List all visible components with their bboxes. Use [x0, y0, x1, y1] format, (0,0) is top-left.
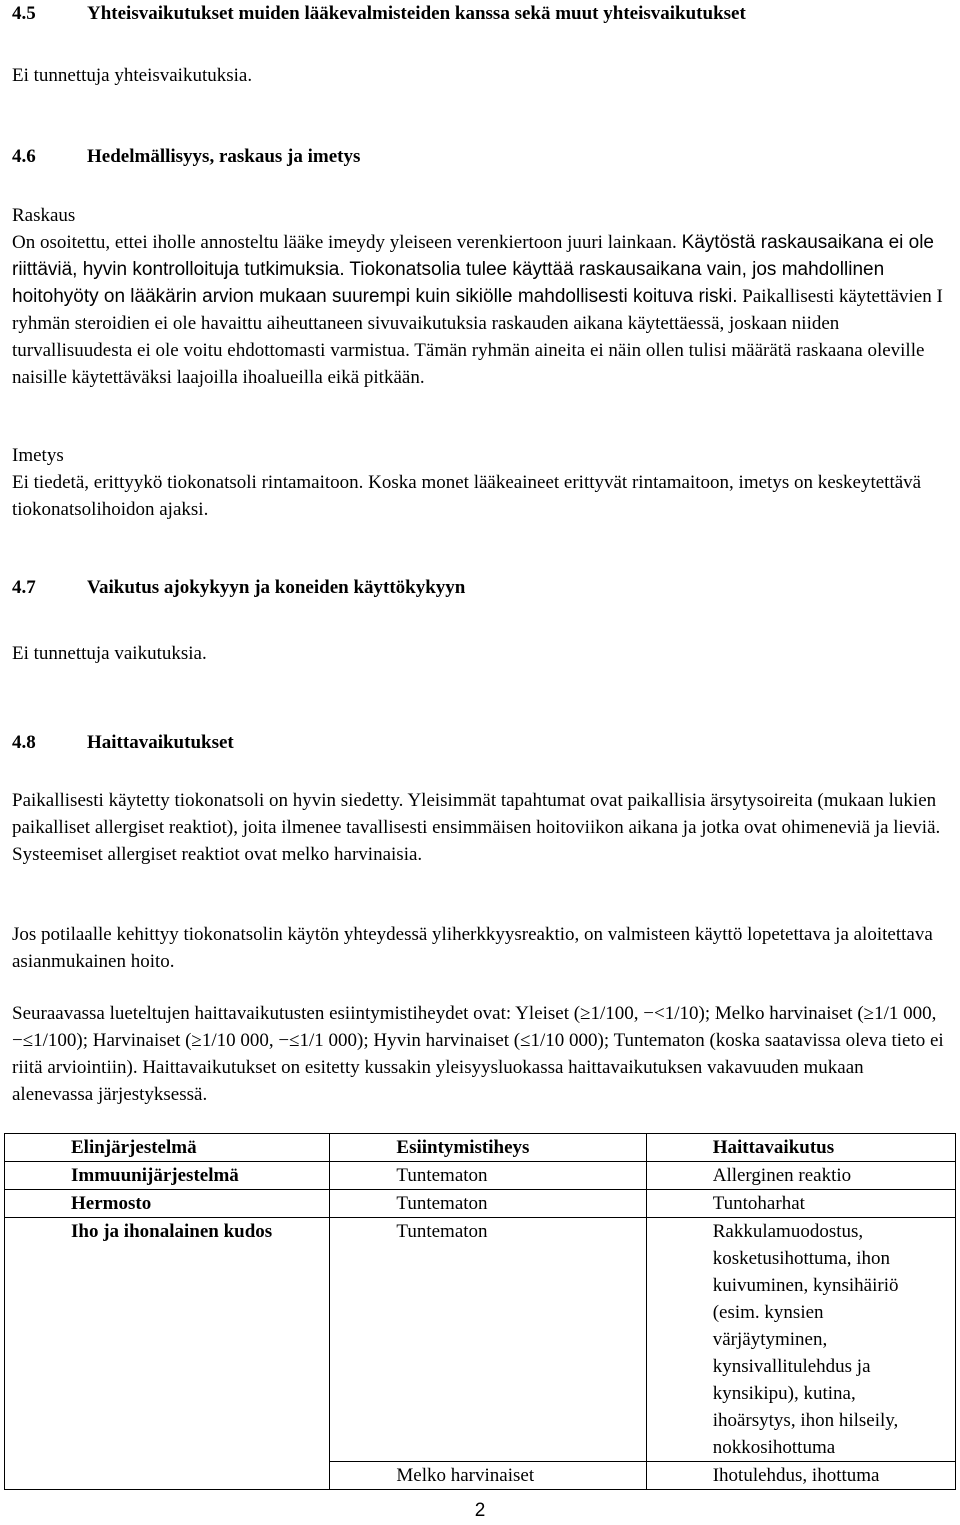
section-number: 4.5: [12, 3, 36, 24]
paragraph-haittavaikutukset-3: Seuraavassa lueteltujen haittavaikutusten esiintymistiheydet ovat: Yleiset (≥1/100, −<1/10); Melko harvinaiset (≥1/1 000, −≤1/100); Harvinaiset (≥1/10 000, −≤1/1 000); Hyvin harvinaiset (≤1/10 000); Tuntematon (koska saatavissa oleva tieto ei riitä arviointiin). Haittavaikutukset on esitetty kussakin yleisyysluokassa haittavaikutuksen vakavuuden mukaan alenevassa järjestyksessä.: [12, 1003, 944, 1105]
table-row: [5, 1162, 956, 1190]
table-cell-effect: Tuntoharhat: [646, 1190, 955, 1218]
table-cell-effect: Rakkulamuodostus, kosketusihottuma, ihon kuivuminen, kynsihäiriö (esim. kynsien värjäytyminen, kynsivallitulehdus ja kynsikipu), kutina, ihoärsytys, ihon hilseily, nokkosihottuma: [646, 1218, 955, 1462]
table-cell-effect: Allerginen reaktio: [646, 1162, 955, 1190]
table-cell-frequency: Tuntematon: [330, 1162, 646, 1190]
section-number: 4.8: [12, 732, 36, 753]
adverse-effects-table: [4, 1133, 956, 1490]
section-title: Yhteisvaikutukset muiden lääkevalmisteiden kanssa sekä muut yhteisvaikutukset: [87, 3, 746, 24]
raskaus-sentence-2: Käytöstä raskausaikana ei ole riittäviä, hyvin kontrolloituja tutkimuksia.: [12, 232, 934, 280]
raskaus-sentence-3: Tiokonatsolia tulee käyttää raskausaikana vain, jos mahdollinen hoitohyöty on lääkärin arvion mukaan suurempi kuin sikiölle mahdollisesti koituva riski.: [12, 259, 885, 307]
table-cell-organ: Hermosto: [5, 1190, 330, 1218]
table-header-cell: Haittavaikutus: [646, 1134, 955, 1162]
section-number: 4.6: [12, 146, 36, 167]
paragraph-raskaus: [12, 229, 947, 391]
subheading-imetys: Imetys: [12, 445, 64, 466]
table-cell-frequency: Tuntematon: [330, 1218, 646, 1462]
table-cell-organ: Iho ja ihonalainen kudos: [5, 1218, 330, 1462]
table-row: [5, 1218, 956, 1462]
subheading-raskaus: Raskaus: [12, 205, 76, 226]
paragraph-haittavaikutukset-2: Jos potilaalle kehittyy tiokonatsolin käytön yhteydessä yliherkkyysreaktio, on valmisteen käyttö lopetettava ja aloitettava asianmukainen hoito.: [12, 924, 933, 972]
section-text-4-5: Ei tunnettuja yhteisvaikutuksia.: [12, 65, 253, 86]
section-number: 4.7: [12, 577, 36, 598]
table-header-cell: Esiintymistiheys: [330, 1134, 646, 1162]
table-header-row: [5, 1134, 956, 1162]
table-row: [5, 1190, 956, 1218]
table-header-cell: Elinjärjestelmä: [5, 1134, 330, 1162]
section-heading-4-6: [12, 143, 947, 170]
table-row: [5, 1462, 956, 1490]
section-heading-4-5: [12, 0, 947, 27]
section-heading-4-7: [12, 574, 947, 601]
table-cell-organ: Immuunijärjestelmä: [5, 1162, 330, 1190]
paragraph-haittavaikutukset-1: Paikallisesti käytetty tiokonatsoli on hyvin siedetty. Yleisimmät tapahtumat ovat paikallisia ärsytysoireita (mukaan lukien paikalliset allergiset reaktiot), joita ilmenee tavallisesti ensimmäisen hoitoviikon aikana ja jotka ovat ohimeneviä ja lieviä. Systeemiset allergiset reaktiot ovat melko harvinaisia.: [12, 790, 941, 865]
section-text-4-7: Ei tunnettuja vaikutuksia.: [12, 643, 207, 664]
raskaus-sentence-1: On osoitettu, ettei iholle annosteltu lääke imeydy yleiseen verenkiertoon juuri lainkaan.: [12, 232, 677, 253]
page-number: 2: [474, 1500, 486, 1521]
paragraph-imetys: Ei tiedetä, erittyykö tiokonatsoli rintamaitoon. Koska monet lääkeaineet erittyvät rintamaitoon, imetys on keskeytettävä tiokonatsolihoidon ajaksi.: [12, 472, 922, 520]
section-heading-4-8: [12, 729, 947, 756]
section-title: Vaikutus ajokykyyn ja koneiden käyttökykyyn: [87, 577, 466, 598]
table-cell-organ: [5, 1462, 330, 1490]
raskaus-sentence-4: Paikallisesti käytettävien I ryhmän steroidien ei ole havaittu aiheuttaneen sivuvaikutuksia raskauden aikana käytettäessä, joskaan niiden turvallisuudesta ei ole voitu ehdottomasti varmistua. Tämän ryhmän aineita ei näin ollen tulisi määrätä raskaana oleville naisille käytettäväksi laajoilla ihoalueilla eikä pitkään.: [12, 286, 943, 388]
section-title: Haittavaikutukset: [87, 732, 234, 753]
table-cell-frequency: Tuntematon: [330, 1190, 646, 1218]
table-cell-frequency: Melko harvinaiset: [330, 1462, 646, 1490]
section-title: Hedelmällisyys, raskaus ja imetys: [87, 146, 361, 167]
table-cell-effect: Ihotulehdus, ihottuma: [646, 1462, 955, 1490]
